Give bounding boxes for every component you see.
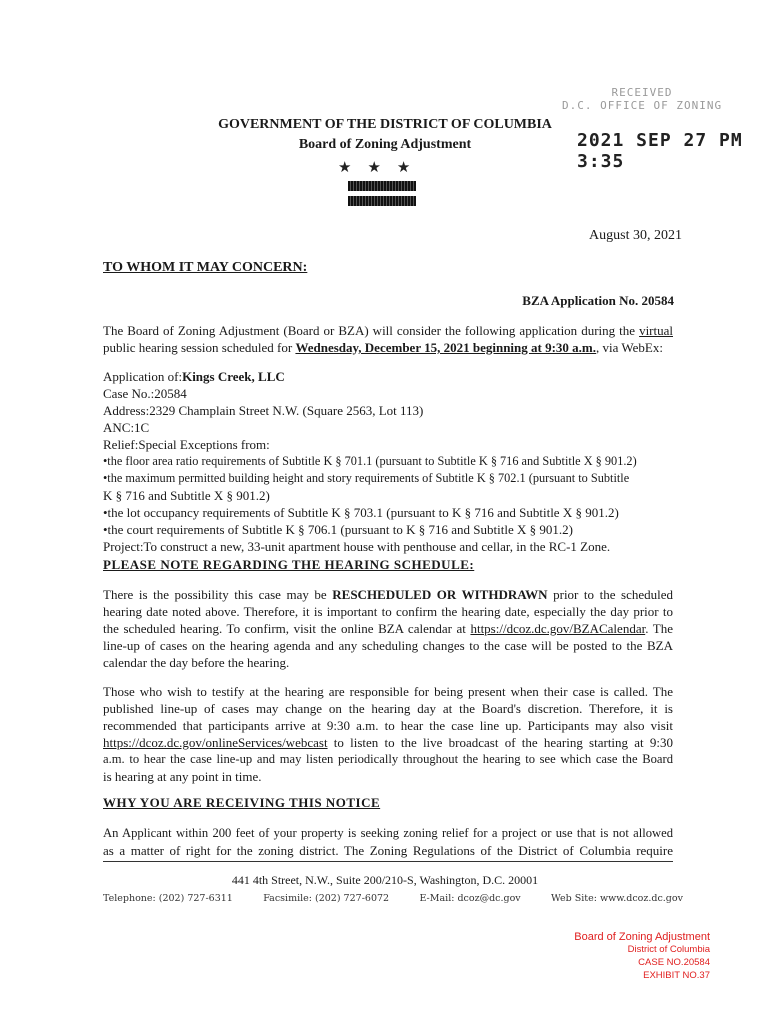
footer-telephone: Telephone: (202) 727-6311 [103, 893, 233, 904]
case-details [103, 368, 673, 555]
footer-address: 441 4th Street, N.W., Suite 200/210-S, Washington, D.C. 20001 [231, 873, 539, 887]
note-text: hearing date noted above. Therefore, it is important to confirm the hearing date, especially the day prior to [103, 604, 673, 619]
applicant-name: Kings Creek, LLC [182, 369, 285, 384]
relief-item: •the maximum permitted building height and story requirements of Subtitle K § 702.1 (pursuant to Subtitle [103, 471, 630, 485]
flag-bar-icon [348, 196, 416, 206]
government-title: GOVERNMENT OF THE DISTRICT OF COLUMBIA [218, 117, 552, 132]
exhibit-no: EXHIBIT NO.37 [643, 970, 710, 981]
note-text: prior to the scheduled [547, 587, 674, 602]
intro-text: , via WebEx: [596, 340, 663, 355]
case-anc: ANC:1C [103, 420, 150, 435]
case-project: Project:To construct a new, 33-unit apartment house with penthouse and cellar, in the RC-1 Zone. [103, 539, 611, 554]
note-text: Those who wish to testify at the hearing are responsible for being present when their case is called. The [103, 684, 673, 699]
note-text: the scheduled hearing. To confirm, visit the online BZA calendar at [103, 621, 471, 636]
relief-item: •the court requirements of Subtitle K § 706.1 (pursuant to K § 716 and Subtitle X § 901.2) [103, 522, 573, 537]
hearing-datetime: Wednesday, December 15, 2021 beginning at 9:30 a.m. [295, 340, 597, 355]
exhibit-district: District of Columbia [627, 944, 710, 955]
note-text: is hearing at any point in time. [103, 769, 262, 784]
why-paragraph [103, 825, 673, 859]
salutation: TO WHOM IT MAY CONCERN: [103, 260, 308, 275]
board-title: Board of Zoning Adjustment [298, 137, 472, 152]
footer-website: Web Site: www.dcoz.dc.gov [551, 893, 683, 904]
note-text: There is the possibility this case may be [103, 587, 333, 602]
virtual-text: virtual [639, 323, 673, 338]
webcast-link[interactable]: https://dcoz.dc.gov/onlineServices/webcast [103, 735, 328, 750]
why-heading: WHY YOU ARE RECEIVING THIS NOTICE [103, 795, 381, 810]
note-text: . The [645, 621, 673, 636]
footer-contacts [103, 893, 683, 904]
case-relief: Relief:Special Exceptions from: [103, 437, 270, 452]
why-text: as a matter of right for the zoning district. The Zoning Regulations of the District of Columbia require [103, 843, 673, 858]
received-stamp [562, 86, 722, 112]
note-heading: PLEASE NOTE REGARDING THE HEARING SCHEDULE: [103, 557, 475, 572]
relief-item: •the lot occupancy requirements of Subtitle K § 703.1 (pursuant to K § 716 and Subtitle X § 901.2) [103, 505, 619, 520]
stamp-received: RECEIVED [611, 86, 673, 99]
note-paragraph-2 [103, 683, 673, 785]
letter-date: August 30, 2021 [589, 228, 682, 243]
rescheduled-text: RESCHEDULED OR WITHDRAWN [332, 587, 548, 602]
exhibit-board: Board of Zoning Adjustment [574, 931, 710, 943]
footer-divider [103, 861, 673, 862]
note-text: to listen to the live broadcast of the hearing starting at 9:30 [327, 735, 673, 750]
intro-text: public hearing session scheduled for [103, 340, 296, 355]
intro-paragraph [103, 322, 673, 356]
footer-facsimile: Facsimile: (202) 727-6072 [263, 893, 390, 904]
relief-item: •the floor area ratio requirements of Subtitle K § 701.1 (pursuant to Subtitle K § 716 and Subtitle X § 901.2) [103, 454, 637, 468]
note-text: recommended that participants arrive at 9:30 a.m. to hear the case line up. Participants may also visit [103, 718, 673, 733]
bza-calendar-link[interactable]: https://dcoz.dc.gov/BZACalendar [470, 621, 646, 636]
note-text: calendar the day before the hearing. [103, 655, 290, 670]
application-number: BZA Application No. 20584 [522, 293, 674, 308]
note-text: line-up of cases on the hearing agenda and any scheduling changes to the case will be posted to the BZA [103, 638, 673, 653]
relief-item: K § 716 and Subtitle X § 901.2) [103, 488, 270, 503]
why-text: An Applicant within 200 feet of your property is seeking zoning relief for a project or use that is not allowed [103, 826, 673, 840]
intro-text: The Board of Zoning Adjustment (Board or BZA) will consider the following application during the [103, 323, 640, 338]
note-text: a.m. to hear the case line-up and may listen periodically throughout the hearing to see which case the Board [103, 752, 673, 766]
dc-flag-stars: ★★★ [338, 160, 427, 176]
exhibit-stamp [574, 931, 710, 982]
flag-bar-icon [348, 181, 416, 191]
stamp-date: 2021 SEP 27 PM 3:35 [577, 130, 743, 172]
case-address: Address:2329 Champlain Street N.W. (Square 2563, Lot 113) [103, 403, 424, 418]
exhibit-case-no: CASE NO.20584 [638, 957, 710, 968]
footer-email: E-Mail: dcoz@dc.gov [419, 893, 521, 904]
case-number: Case No.:20584 [103, 386, 187, 401]
note-paragraph-1 [103, 586, 673, 671]
stamp-office: D.C. OFFICE OF ZONING [562, 99, 723, 112]
note-text: published line-up of cases may change on the hearing day at the Board's discretion. Therefore, it is [103, 701, 673, 716]
applicant-label: Application of: [103, 369, 183, 384]
